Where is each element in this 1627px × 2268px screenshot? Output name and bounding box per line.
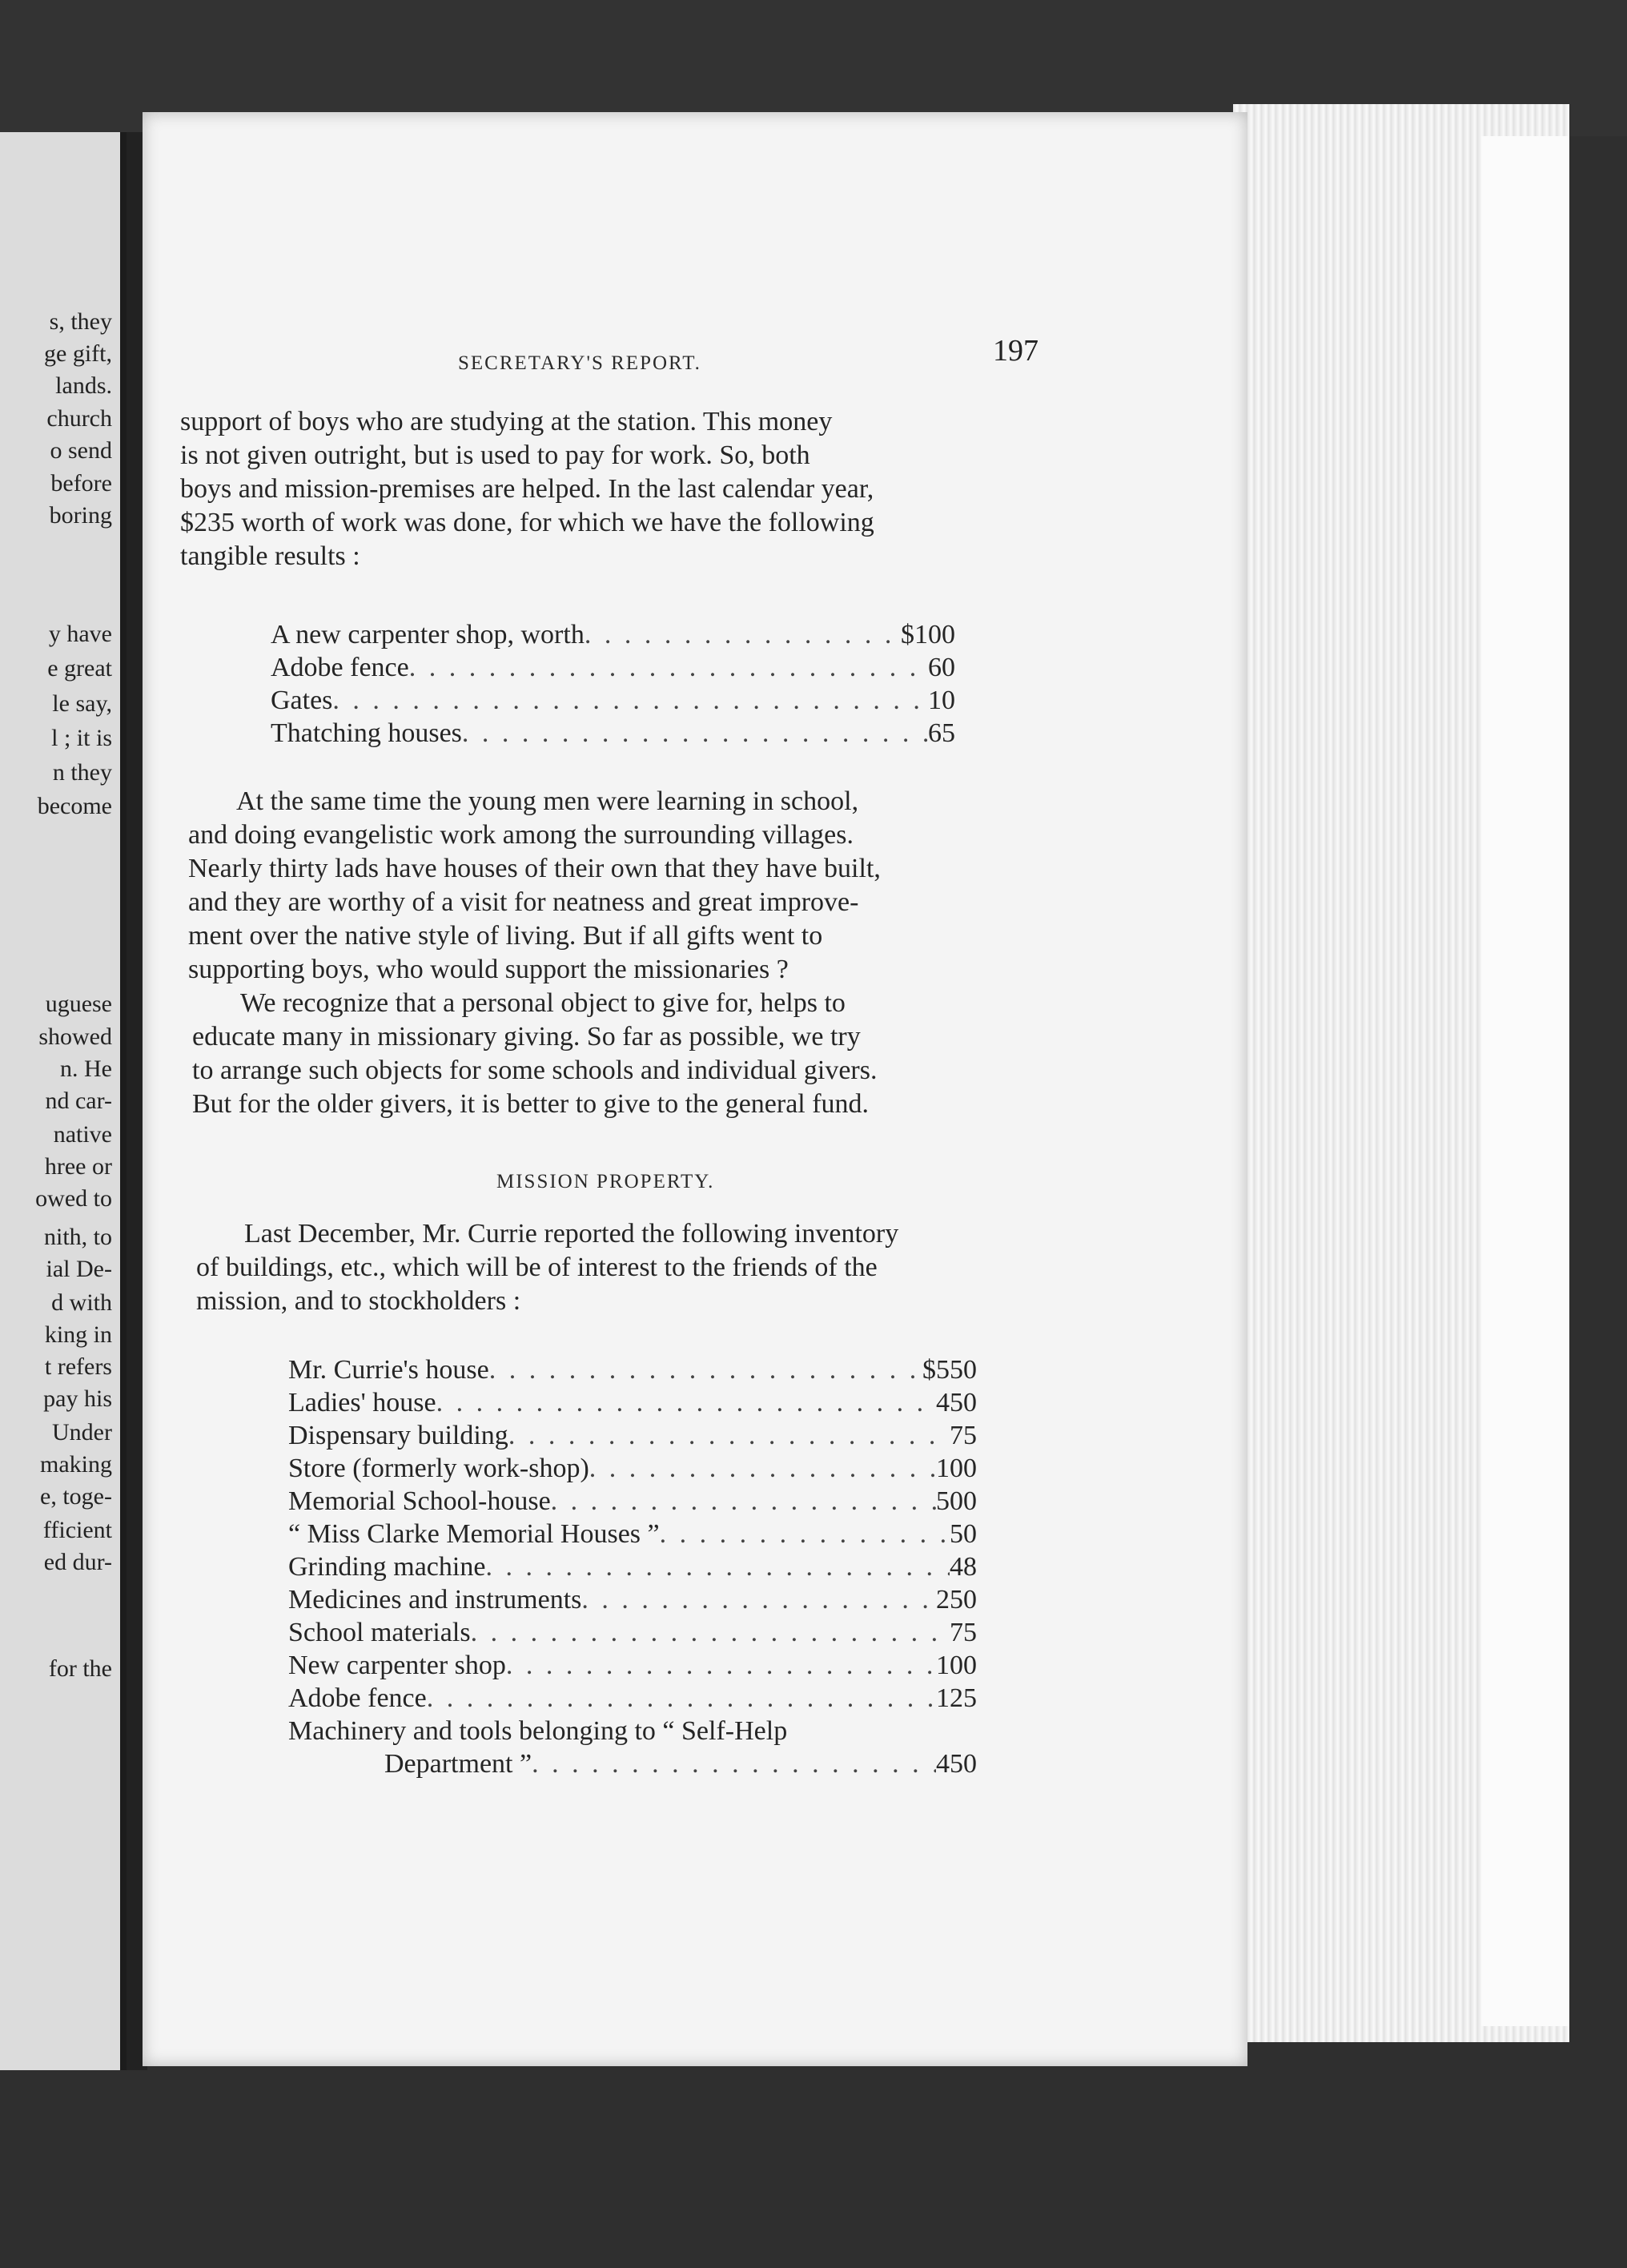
table-row [288, 1747, 977, 1780]
text-line: is not given outright, but is used to pay for work. So, both [180, 440, 810, 470]
item-label: Memorial School-house [288, 1486, 551, 1516]
item-amount: 75 [950, 1618, 977, 1647]
text-line: to arrange such objects for some schools and individual givers. [192, 1056, 878, 1085]
paragraph-4 [196, 1217, 1065, 1318]
left-page-text-fragment: nith, to [43, 1224, 112, 1250]
paragraph-3 [192, 987, 1065, 1121]
table-row [271, 684, 955, 717]
item-amount: 250 [936, 1585, 977, 1615]
item-label: Store (formerly work-shop) [288, 1454, 589, 1483]
leader-dots [332, 684, 928, 717]
table-row [288, 1353, 977, 1386]
leader-dots [589, 1452, 936, 1485]
item-label: School materials [288, 1618, 471, 1647]
text-line: At the same time the young men were learning in school, [236, 786, 859, 816]
table-row [288, 1419, 977, 1452]
item-amount: 100 [936, 1454, 977, 1483]
table-row [271, 717, 955, 750]
left-page-text-fragment: n they [52, 759, 112, 786]
text-line: But for the older givers, it is better to give to the general fund. [192, 1089, 870, 1119]
item-label: Ladies' house [288, 1388, 436, 1418]
text-line: tangible results : [180, 541, 360, 571]
table-row [288, 1715, 977, 1747]
item-label: Thatching houses [271, 718, 462, 748]
leader-dots [551, 1485, 936, 1518]
left-page-text-fragment: pay his [43, 1385, 112, 1412]
item-label: A new carpenter shop, worth [271, 620, 585, 649]
left-page [0, 132, 135, 2070]
item-label: Dispensary building [288, 1421, 508, 1450]
text-line: boys and mission-premises are helped. In the last calendar year, [180, 474, 874, 504]
left-page-text-fragment: ge gift, [44, 340, 112, 367]
leader-dots [409, 651, 928, 684]
left-page-text-fragment: Under [52, 1419, 112, 1446]
text-line: Last December, Mr. Currie reported the following inventory [244, 1219, 899, 1249]
leader-dots [506, 1649, 936, 1682]
table-row [288, 1583, 977, 1616]
item-amount: 10 [928, 686, 955, 715]
item-label: Adobe fence [271, 653, 409, 682]
text-line: We recognize that a personal object to give for, helps to [240, 988, 846, 1018]
left-page-text-fragment: d with [51, 1289, 112, 1316]
table-row [288, 1485, 977, 1518]
item-amount: 500 [936, 1486, 977, 1516]
item-amount: 50 [950, 1519, 977, 1549]
left-page-text-fragment: o send [50, 437, 112, 464]
left-page-text-fragment: n. He [60, 1056, 112, 1082]
item-label: Adobe fence [288, 1683, 427, 1713]
left-page-text-fragment: uguese [45, 991, 112, 1017]
item-label: Grinding machine [288, 1552, 486, 1582]
left-page-text-fragment: y have [48, 621, 112, 647]
text-line: mission, and to stockholders : [196, 1286, 521, 1316]
section-heading: MISSION PROPERTY. [496, 1171, 715, 1192]
property-table [288, 1353, 977, 1780]
item-amount: $100 [901, 620, 955, 649]
running-head: SECRETARY'S REPORT. [458, 352, 701, 374]
left-page-text-fragment: king in [44, 1321, 112, 1348]
left-page-text-fragment: le say, [52, 690, 112, 717]
left-page-text-fragment: before [50, 470, 112, 497]
paragraph-2 [188, 785, 1061, 987]
leader-dots [581, 1583, 936, 1616]
item-label: Mr. Currie's house [288, 1355, 489, 1385]
leader-dots [489, 1353, 922, 1386]
item-amount: 450 [936, 1388, 977, 1418]
text-line: support of boys who are studying at the station. This money [180, 407, 833, 436]
leader-dots [660, 1518, 950, 1550]
table-row [288, 1682, 977, 1715]
left-page-text-fragment: e, toge- [40, 1483, 112, 1510]
left-page-text-fragment: t refers [44, 1353, 112, 1380]
results-table [271, 618, 955, 750]
left-page-text-fragment: ed dur- [43, 1549, 112, 1575]
left-page-text-fragment: ial De- [46, 1256, 112, 1282]
left-page-text-fragment: hree or [44, 1153, 112, 1180]
item-label: Department ” [384, 1749, 532, 1779]
leader-dots [532, 1747, 936, 1780]
left-page-text-fragment: showed [38, 1023, 112, 1050]
text-line: and doing evangelistic work among the surrounding villages. [188, 820, 854, 850]
left-page-text-fragment: s, they [49, 308, 112, 335]
text-line: supporting boys, who would support the missionaries ? [188, 955, 789, 984]
paragraph-1 [180, 405, 1045, 573]
left-page-text-fragment: for the [48, 1655, 112, 1682]
leader-dots [427, 1682, 936, 1715]
page-number: 197 [993, 334, 1038, 368]
leader-dots [436, 1386, 936, 1419]
leader-dots [462, 717, 928, 750]
table-row [288, 1452, 977, 1485]
item-amount: 48 [950, 1552, 977, 1582]
leader-dots [471, 1616, 950, 1649]
left-page-text-fragment: lands. [55, 372, 112, 399]
leader-dots [585, 618, 901, 651]
text-line: ment over the native style of living. But if all gifts went to [188, 921, 823, 951]
table-row [288, 1616, 977, 1649]
left-page-text-fragment: become [37, 793, 112, 819]
left-page-text-fragment: making [40, 1451, 112, 1478]
item-label: Gates [271, 686, 333, 715]
text-line: educate many in missionary giving. So far as possible, we try [192, 1022, 861, 1052]
item-amount: 60 [928, 653, 955, 682]
item-amount: 450 [936, 1749, 977, 1779]
left-page-text-fragment: boring [49, 502, 112, 529]
left-page-text-fragment: owed to [35, 1185, 112, 1212]
left-page-text-fragment: church [46, 405, 112, 432]
text-line: Nearly thirty lads have houses of their own that they have built, [188, 854, 881, 883]
text-line: of buildings, etc., which will be of interest to the friends of the [196, 1253, 878, 1282]
left-page-text-fragment: e great [47, 655, 112, 682]
left-page-text-fragment: l ; it is [51, 725, 112, 751]
page-edge-light [1481, 136, 1569, 2026]
table-row [288, 1518, 977, 1550]
item-label: “ Miss Clarke Memorial Houses ” [288, 1519, 660, 1549]
item-amount: 100 [936, 1651, 977, 1680]
left-page-text-fragment: nd car- [45, 1088, 112, 1114]
table-row [288, 1550, 977, 1583]
table-row [271, 651, 955, 684]
leader-dots [508, 1419, 950, 1452]
item-amount: $550 [922, 1355, 977, 1385]
text-line: $235 worth of work was done, for which we have the following [180, 508, 874, 537]
item-label: New carpenter shop [288, 1651, 506, 1680]
item-label: Machinery and tools belonging to “ Self-Help [288, 1716, 788, 1746]
leader-dots [485, 1550, 950, 1583]
left-page-text-fragment: fficient [42, 1517, 112, 1543]
table-row [288, 1386, 977, 1419]
table-row [288, 1649, 977, 1682]
item-label: Medicines and instruments [288, 1585, 582, 1615]
item-amount: 125 [936, 1683, 977, 1713]
table-row [271, 618, 955, 651]
text-line: and they are worthy of a visit for neatness and great improve- [188, 887, 859, 917]
item-amount: 75 [950, 1421, 977, 1450]
left-page-text-fragment: native [53, 1121, 112, 1148]
item-amount: 65 [928, 718, 955, 748]
